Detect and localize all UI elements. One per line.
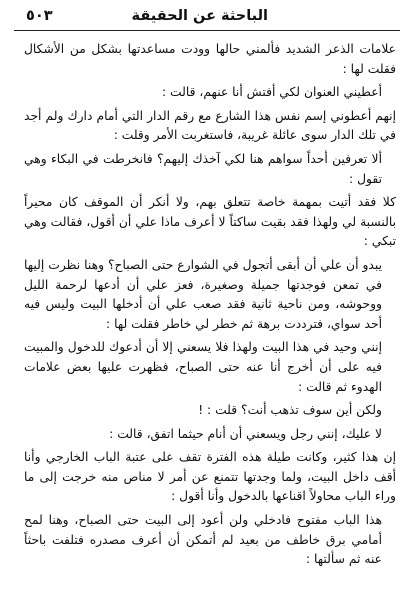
paragraph: إن هذا كثير، وكانت طيلة هذه الفترة تقف على عتبة الباب الخارجي وأنا أقف داخل البيت، ولما وجدتها تتمنع عن أمر لا مناص منه خرجت إلى ما وراء الباب محاولاً اقناعها بالدخول وأنا أقول : [24,450,396,504]
body-text [24,40,396,574]
paragraph: لا عليك، إنني رجل ويسعني أن أنام حيثما اتفق، قالت : [109,426,382,441]
paragraph: كلا فقد أتيت بمهمة خاصة تتعلق بهم، ولا أنكر أن الموقف كان محيراً بالنسبة لي ولهذا فقد بقيت ساكتاً لا أعرف ماذا علي أن أقول، فقالت وهي تبكي : [24,195,396,249]
paragraph: ولكن أين سوف تذهب أنت؟ قلت : ! [198,403,382,418]
header-divider [14,30,400,31]
paragraph: هذا الباب مفتوح فادخلي ولن أعود إلى البيت حتى الصباح، وهنا لمح أمامي برق خاطف من بعيد لم أتمكن أن أعرف مصدره فتلفت باحثاً عنه ثم سألتها : [24,513,382,567]
paragraph: أعطيني العنوان لكي أفتش أنا عنهم، قالت : [162,85,382,100]
page-header [14,6,400,32]
running-title: الباحثة عن الحقيقة [131,8,268,24]
paragraph: يبدو أن علي أن أبقى أتجول في الشوارع حتى الصباح؟ وهنا نظرت إليها في تمعن فوجدتها جميلة وصغيرة، فعز علي أن أدعها لرحمة الليل ووحوشه، ومن ناحية ثانية فقد صعب علي أن أدخلها البيت وليس فيه أحد سواي، فترددت برهة ثم خطر لي خاطر فقلت لها : [24,257,382,331]
paragraph: إنني وحيد في هذا البيت ولهذا فلا يسعني إلا أن أدعوك للدخول والمبيت فيه على أن أخرج أنا عنه حتى الصباح، فظهرت عليها بعض علامات الهدوء ثم قالت : [24,340,382,394]
paragraph: علامات الذعر الشديد فألمني حالها وودت مساعدتها بشكل من الأشكال فقلت لها : [24,42,396,76]
paragraph: ألا تعرفين أحداً سواهم هنا لكي آخذك إليهم؟ فانخرطت في البكاء وهي تقول : [24,151,382,186]
paragraph: إنهم أعطوني إسم نفس هذا الشارع مع رقم الدار التي أمام دارك ولم أجد في تلك الدار سوى عائلة غريبة، فاستغربت الأمر وقلت : [24,108,396,143]
page-number: ٥٠٣ [26,8,53,24]
